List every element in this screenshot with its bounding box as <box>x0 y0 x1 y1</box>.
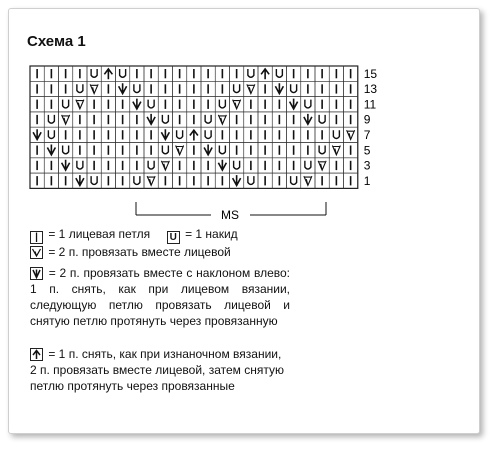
knit-stitch-icon <box>344 81 358 96</box>
k2tog-icon <box>173 143 187 158</box>
yarn-over-icon <box>44 112 58 127</box>
sk2p-icon <box>101 66 115 81</box>
knit-stitch-icon <box>287 66 301 81</box>
knit-stitch-icon <box>101 127 115 142</box>
knit-stitch-icon <box>73 127 87 142</box>
knit-stitch-icon <box>244 158 258 173</box>
knit-stitch-icon <box>87 112 101 127</box>
knit-stitch-icon <box>230 127 244 142</box>
k2tog-icon <box>59 112 73 127</box>
yarn-over-icon <box>130 173 144 188</box>
legend-knit-text: = 1 лицевая петля <box>48 227 151 241</box>
knit-stitch-icon <box>272 173 286 188</box>
knit-stitch-icon <box>272 112 286 127</box>
k2tog-icon <box>344 127 358 142</box>
knit-stitch-icon <box>215 127 229 142</box>
yarn-over-icon <box>287 173 301 188</box>
yarn-over-icon <box>230 81 244 96</box>
knit-stitch-icon <box>158 173 172 188</box>
yarn-over-icon <box>158 143 172 158</box>
ssk-icon <box>73 173 87 188</box>
knit-stitch-icon <box>158 97 172 112</box>
chart-title: Схема 1 <box>27 33 86 50</box>
knit-stitch-icon <box>272 97 286 112</box>
knit-stitch-icon <box>87 127 101 142</box>
knit-stitch-icon <box>101 97 115 112</box>
ssk-icon <box>30 127 44 142</box>
knit-stitch-icon <box>173 112 187 127</box>
knit-stitch-icon <box>315 81 329 96</box>
sk2p-icon <box>30 348 43 361</box>
yarn-over-icon <box>144 158 158 173</box>
yarn-over-icon <box>73 158 87 173</box>
knit-stitch-icon <box>116 127 130 142</box>
knit-stitch-icon <box>30 66 44 81</box>
knit-stitch-icon <box>173 97 187 112</box>
yarn-over-icon <box>315 143 329 158</box>
knit-stitch-icon <box>44 173 58 188</box>
knit-stitch-icon <box>258 81 272 96</box>
legend-ssk <box>30 265 290 329</box>
knit-stitch-icon <box>144 81 158 96</box>
knit-stitch-icon <box>258 112 272 127</box>
yarn-over-icon <box>315 112 329 127</box>
knit-stitch-icon <box>187 143 201 158</box>
knit-stitch-icon <box>101 112 115 127</box>
knit-stitch-icon <box>272 143 286 158</box>
knit-stitch-icon <box>244 143 258 158</box>
knit-stitch-icon <box>187 173 201 188</box>
knit-stitch-icon <box>244 97 258 112</box>
knit-stitch-icon <box>272 127 286 142</box>
knit-stitch-icon <box>87 158 101 173</box>
row-number: 7 <box>363 128 371 142</box>
ssk-icon <box>215 158 229 173</box>
knit-stitch-icon <box>201 173 215 188</box>
knit-stitch-icon <box>301 81 315 96</box>
knit-stitch-icon <box>344 173 358 188</box>
row-number: 9 <box>363 112 371 127</box>
knit-stitch-icon <box>287 143 301 158</box>
knit-stitch-icon <box>173 81 187 96</box>
k2tog-icon <box>329 143 343 158</box>
yarn-over-icon <box>59 97 73 112</box>
knit-stitch-icon <box>244 127 258 142</box>
ssk-icon <box>59 158 73 173</box>
legend-ssk-text: = 2 п. провязать вместе с наклоном влево: 1 п. снять, как при лицевом вязании, следующую петлю провязать лицевой и снятую петлю протянуть через провязанную <box>30 266 290 328</box>
k2tog-icon <box>315 158 329 173</box>
knit-stitch-icon: | <box>30 231 43 244</box>
knit-stitch-icon <box>101 143 115 158</box>
knit-stitch-icon <box>329 66 343 81</box>
knit-stitch-icon <box>230 66 244 81</box>
knit-stitch-icon <box>301 66 315 81</box>
knit-stitch-icon <box>287 112 301 127</box>
knit-stitch-icon <box>130 143 144 158</box>
row-number: 13 <box>363 82 378 97</box>
yarn-over-icon <box>130 81 144 96</box>
knit-stitch-icon <box>116 173 130 188</box>
knit-stitch-icon <box>87 97 101 112</box>
knit-stitch-icon <box>187 81 201 96</box>
knit-stitch-icon <box>59 81 73 96</box>
knit-stitch-icon <box>30 112 44 127</box>
row-number: 1 <box>363 173 371 188</box>
sk2p-icon <box>258 66 272 81</box>
knit-stitch-icon <box>116 112 130 127</box>
yarn-over-icon <box>201 112 215 127</box>
knit-stitch-icon <box>215 81 229 96</box>
knit-stitch-icon <box>329 173 343 188</box>
legend-yo-text: = 1 накид <box>185 227 238 241</box>
knit-stitch-icon <box>201 97 215 112</box>
ssk-icon <box>287 97 301 112</box>
knit-stitch-icon <box>201 81 215 96</box>
row-number: 5 <box>363 143 371 158</box>
legend-k2tog <box>30 244 231 260</box>
k2tog-icon <box>158 158 172 173</box>
knit-stitch-icon <box>101 173 115 188</box>
ssk-icon <box>30 267 43 280</box>
knit-stitch-icon <box>244 112 258 127</box>
yarn-over-icon <box>158 112 172 127</box>
knit-stitch-icon <box>144 143 158 158</box>
repeat-bracket <box>136 202 326 222</box>
knit-stitch-icon <box>59 173 73 188</box>
knit-stitch-icon <box>116 97 130 112</box>
yarn-over-icon <box>87 173 101 188</box>
knit-stitch-icon <box>344 158 358 173</box>
knit-stitch-icon <box>344 112 358 127</box>
row-number: 15 <box>363 66 378 81</box>
knit-stitch-icon <box>258 127 272 142</box>
knit-stitch-icon <box>187 112 201 127</box>
knit-stitch-icon <box>201 158 215 173</box>
knit-stitch-icon <box>144 66 158 81</box>
k2tog-icon <box>301 173 315 188</box>
knit-stitch-icon <box>287 158 301 173</box>
knit-stitch-icon <box>73 143 87 158</box>
knit-stitch-icon <box>315 127 329 142</box>
yarn-over-icon <box>230 158 244 173</box>
yarn-over-icon <box>201 127 215 142</box>
knit-stitch-icon <box>30 158 44 173</box>
k2tog-icon <box>30 246 43 259</box>
ssk-icon <box>158 127 172 142</box>
knit-stitch-icon <box>158 66 172 81</box>
k2tog-icon <box>73 97 87 112</box>
knit-stitch-icon <box>116 158 130 173</box>
knit-stitch-icon <box>301 127 315 142</box>
yarn-over-icon <box>59 143 73 158</box>
yarn-over-icon <box>329 127 343 142</box>
knit-stitch-icon <box>173 66 187 81</box>
knit-stitch-icon <box>344 97 358 112</box>
sk2p-icon <box>187 127 201 142</box>
knit-stitch-icon <box>258 143 272 158</box>
knit-stitch-icon <box>329 112 343 127</box>
knit-stitch-icon <box>44 158 58 173</box>
yarn-over-icon <box>244 173 258 188</box>
k2tog-icon <box>87 81 101 96</box>
knit-stitch-icon <box>59 66 73 81</box>
knit-stitch-icon <box>272 158 286 173</box>
knit-stitch-icon <box>258 97 272 112</box>
knit-stitch-icon <box>87 143 101 158</box>
knit-stitch-icon <box>187 66 201 81</box>
knit-stitch-icon <box>130 158 144 173</box>
knit-stitch-icon <box>30 97 44 112</box>
knit-stitch-icon <box>101 81 115 96</box>
knit-stitch-icon <box>44 97 58 112</box>
ssk-icon <box>116 81 130 96</box>
ssk-icon <box>130 97 144 112</box>
yarn-over-icon <box>272 66 286 81</box>
knit-stitch-icon <box>215 66 229 81</box>
ssk-icon <box>301 112 315 127</box>
knit-stitch-icon <box>59 127 73 142</box>
ssk-icon <box>201 143 215 158</box>
yarn-over-icon <box>44 127 58 142</box>
ssk-icon <box>144 112 158 127</box>
knit-stitch-icon <box>30 81 44 96</box>
knit-stitch-icon <box>30 143 44 158</box>
yarn-over-icon <box>301 158 315 173</box>
knit-stitch-icon <box>130 66 144 81</box>
knit-stitch-icon <box>315 97 329 112</box>
k2tog-icon <box>230 97 244 112</box>
knit-stitch-icon <box>158 81 172 96</box>
row-number: 11 <box>363 97 377 112</box>
knit-stitch-icon <box>187 158 201 173</box>
yarn-over-icon <box>287 81 301 96</box>
knit-stitch-icon <box>101 158 115 173</box>
repeat-label: MS <box>221 208 239 222</box>
knit-stitch-icon <box>187 97 201 112</box>
knit-stitch-icon <box>287 127 301 142</box>
knit-stitch-icon <box>230 143 244 158</box>
k2tog-icon <box>144 173 158 188</box>
yarn-over-icon <box>144 97 158 112</box>
knit-stitch-icon <box>201 66 215 81</box>
knit-stitch-icon <box>315 66 329 81</box>
knit-stitch-icon <box>130 112 144 127</box>
knit-stitch-icon <box>215 173 229 188</box>
yarn-over-icon <box>301 97 315 112</box>
legend-k2tog-text: = 2 п. провязать вместе лицевой <box>48 245 231 259</box>
yarn-over-icon <box>244 66 258 81</box>
ssk-icon <box>272 81 286 96</box>
knit-stitch-icon <box>230 112 244 127</box>
knit-stitch-icon <box>344 66 358 81</box>
knit-stitch-icon <box>329 81 343 96</box>
ssk-icon <box>230 173 244 188</box>
yarn-over-icon <box>73 81 87 96</box>
knit-stitch-icon <box>315 173 329 188</box>
yarn-over-icon <box>215 143 229 158</box>
yarn-over-icon <box>215 97 229 112</box>
k2tog-icon <box>215 112 229 127</box>
yarn-over-icon <box>87 66 101 81</box>
legend-knit-and-yo <box>30 226 238 244</box>
knit-stitch-icon <box>73 66 87 81</box>
ssk-icon <box>44 143 58 158</box>
knit-stitch-icon <box>116 143 130 158</box>
knit-stitch-icon <box>329 97 343 112</box>
legend-sk2p-text: = 1 п. снять, как при изнаночном вязании, 2 п. провязать вместе лицевой, затем снятую петлю протянуть через провязанные <box>30 347 284 393</box>
knit-stitch-icon <box>173 158 187 173</box>
knit-stitch-icon <box>258 173 272 188</box>
knit-stitch-icon <box>73 112 87 127</box>
k2tog-icon <box>244 81 258 96</box>
knit-stitch-icon <box>130 127 144 142</box>
row-number: 3 <box>363 158 371 173</box>
yarn-over-icon <box>173 127 187 142</box>
knit-stitch-icon <box>144 127 158 142</box>
knit-stitch-icon <box>329 158 343 173</box>
knit-stitch-icon <box>44 66 58 81</box>
knit-stitch-icon <box>44 81 58 96</box>
knit-stitch-icon <box>301 143 315 158</box>
knit-stitch-icon <box>258 158 272 173</box>
knit-stitch-icon <box>30 173 44 188</box>
legend-sk2p <box>30 346 290 394</box>
yarn-over-icon: U <box>167 231 180 244</box>
yarn-over-icon <box>116 66 130 81</box>
knit-stitch-icon <box>173 173 187 188</box>
knit-stitch-icon <box>344 143 358 158</box>
